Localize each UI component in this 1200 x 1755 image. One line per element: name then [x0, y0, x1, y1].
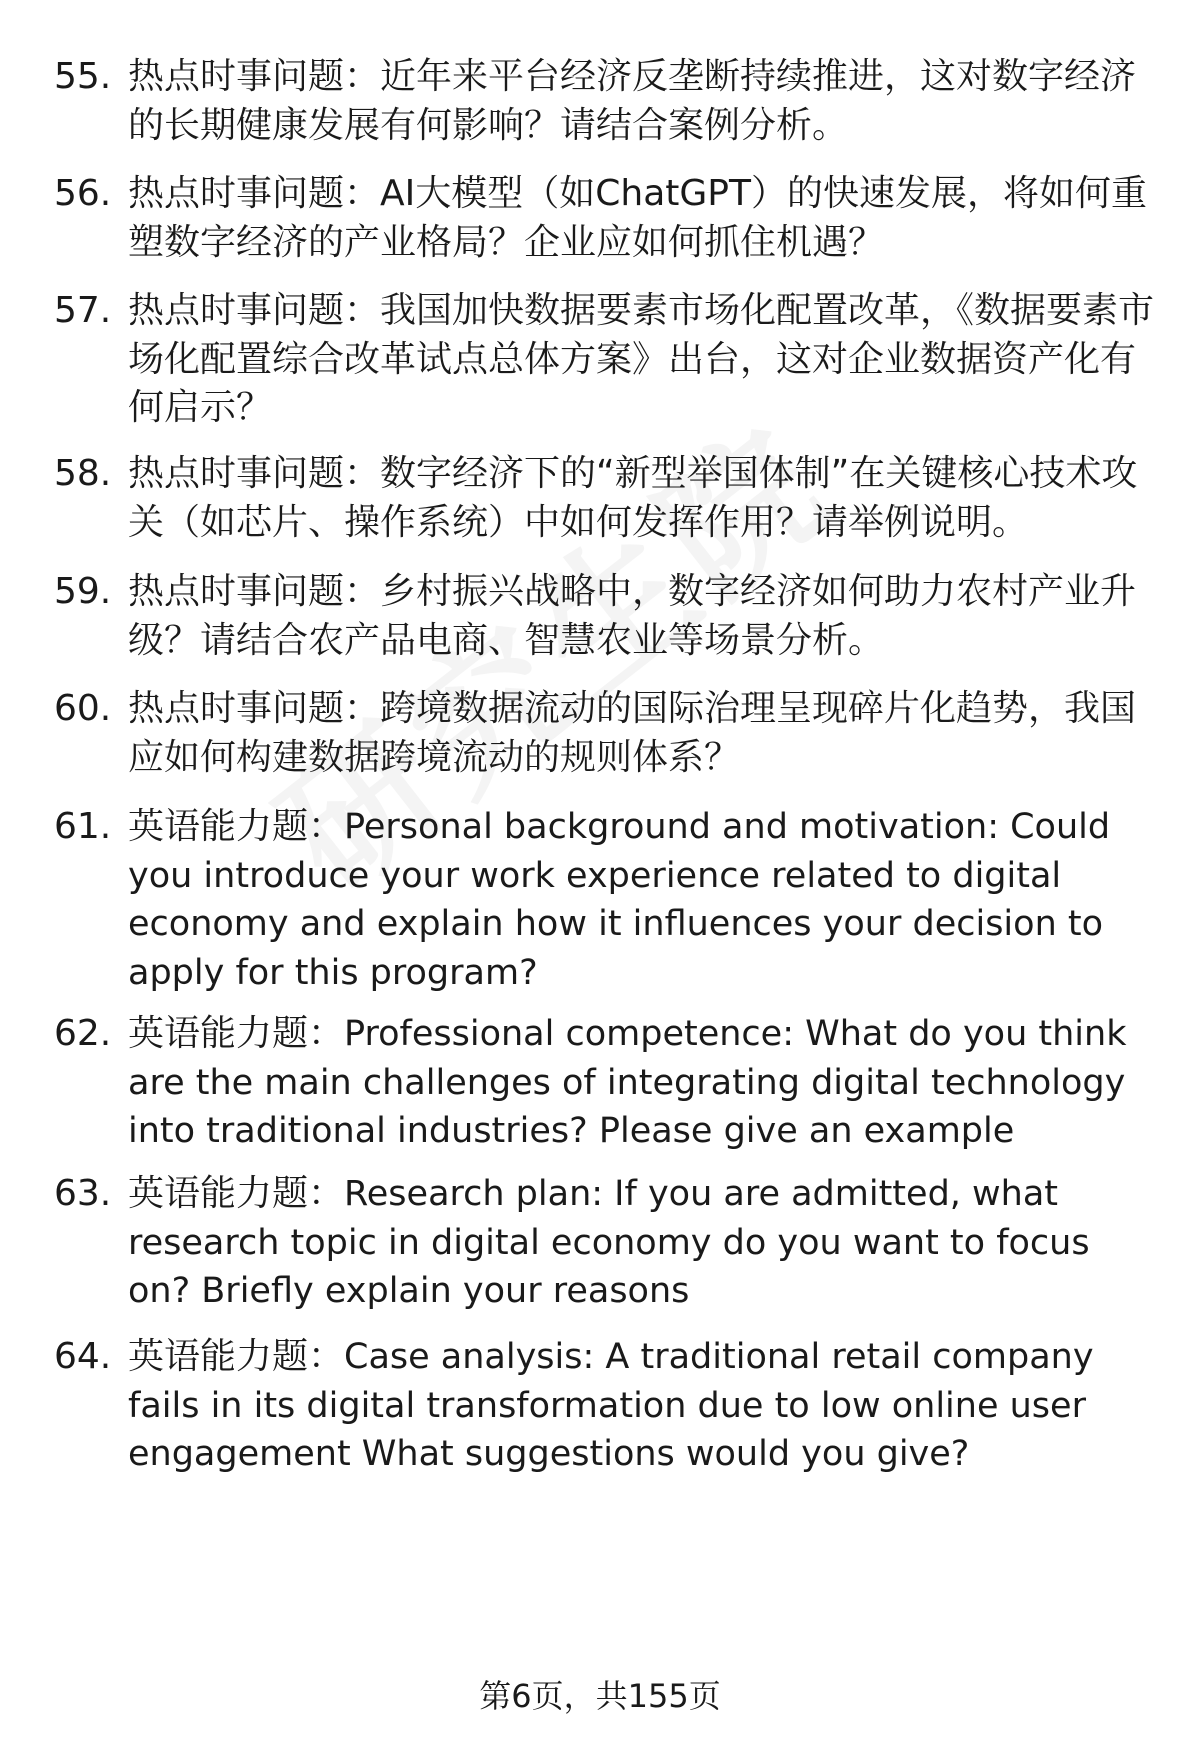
question-category: 热点时事问题：	[128, 290, 381, 331]
question-body: Research plan: If you are admitted, what research topic in digital economy do you want to focus on? Briefly explain your reasons	[128, 1174, 1090, 1311]
question-item	[54, 450, 1154, 547]
question-text-block	[128, 170, 1158, 267]
question-number: 63.	[54, 1173, 112, 1214]
question-item	[54, 1333, 1154, 1479]
question-body: 数字经济下的“新型举国体制”在关键核心技术攻关（如芯片、操作系统）中如何发挥作用？请举例说明。	[128, 453, 1138, 543]
question-text-block	[128, 287, 1158, 433]
question-body: 跨境数据流动的国际治理呈现碎片化趋势，我国应如何构建数据跨境流动的规则体系？	[128, 688, 1137, 778]
question-text-block	[128, 1010, 1158, 1156]
page-footer: 第6页，共155页	[479, 1677, 721, 1715]
question-item	[54, 685, 1154, 782]
question-number: 56.	[54, 173, 112, 214]
question-number: 62.	[54, 1013, 112, 1054]
question-item	[54, 568, 1154, 665]
question-text-block	[128, 803, 1158, 997]
question-number: 57.	[54, 290, 112, 331]
question-number: 64.	[54, 1336, 112, 1377]
question-body: AI大模型（如ChatGPT）的快速发展，将如何重塑数字经济的产业格局？企业应如何抓住机遇？	[128, 173, 1147, 263]
question-category: 热点时事问题：	[128, 56, 381, 97]
question-number: 55.	[54, 56, 112, 97]
question-body: Case analysis: A traditional retail company fails in its digital transformation due to low online user engagement What suggestions would you give?	[128, 1337, 1094, 1474]
question-category: 英语能力题：	[128, 1336, 345, 1377]
question-number: 59.	[54, 571, 112, 612]
question-item	[54, 170, 1154, 267]
question-item	[54, 53, 1154, 150]
question-item	[54, 1170, 1154, 1316]
question-category: 热点时事问题：	[128, 453, 381, 494]
question-category: 热点时事问题：	[128, 173, 381, 214]
question-category: 英语能力题：	[128, 1013, 345, 1054]
question-category: 热点时事问题：	[128, 571, 381, 612]
question-body: 我国加快数据要素市场化配置改革，《数据要素市场化配置综合改革试点总体方案》出台，这对企业数据资产化有何启示？	[128, 290, 1155, 428]
question-body: 乡村振兴战略中，数字经济如何助力农村产业升级？请结合农产品电商、智慧农业等场景分析。	[128, 571, 1137, 661]
question-category: 英语能力题：	[128, 1173, 345, 1214]
question-category: 热点时事问题：	[128, 688, 381, 729]
question-item	[54, 1010, 1154, 1156]
question-number: 60.	[54, 688, 112, 729]
question-text-block	[128, 685, 1158, 782]
question-item	[54, 803, 1154, 997]
question-item	[54, 287, 1154, 433]
question-category: 英语能力题：	[128, 806, 345, 847]
question-text-block	[128, 53, 1158, 150]
question-text-block	[128, 1170, 1158, 1316]
question-text-block	[128, 568, 1158, 665]
question-number: 61.	[54, 806, 112, 847]
question-text-block	[128, 450, 1158, 547]
question-text-block	[128, 1333, 1158, 1479]
question-number: 58.	[54, 453, 112, 494]
question-body: Personal background and motivation: Could you introduce your work experience related to digital economy and explain how it influences your decision to apply for this program?	[128, 807, 1111, 993]
question-body: Professional competence: What do you think are the main challenges of integrating digital technology into traditional industries? Please give an example	[128, 1014, 1127, 1151]
question-body: 近年来平台经济反垄断持续推进，这对数字经济的长期健康发展有何影响？请结合案例分析。	[128, 56, 1137, 146]
